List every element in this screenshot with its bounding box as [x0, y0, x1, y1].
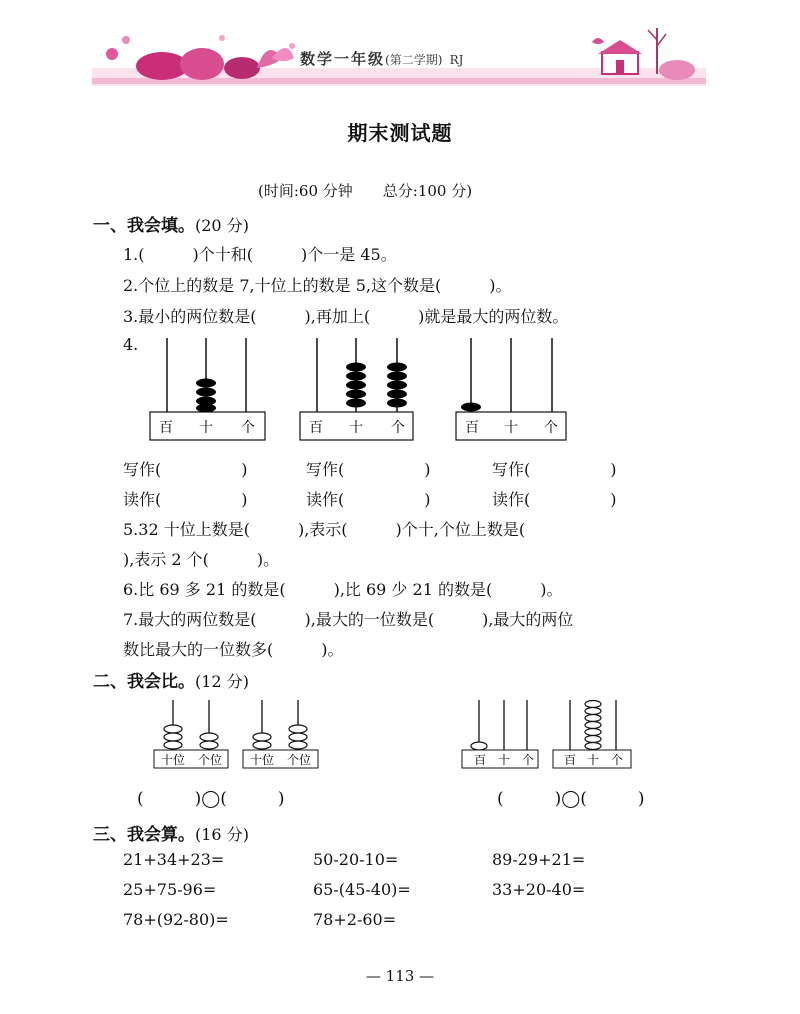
label-hundreds: 百: [473, 753, 487, 767]
calc-item: 78+(92-80)=: [123, 910, 229, 929]
question-6: 6.比 69 多 21 的数是( ),比 69 少 21 的数是( )。: [123, 580, 563, 599]
label-ones: 个位: [197, 753, 223, 767]
abacus-1-label-tens: 十: [199, 420, 213, 436]
calc-item: 50-20-10=: [313, 850, 399, 869]
exam-meta: (时间:60 分钟 总分:100 分): [258, 182, 473, 200]
section1-title: 一、我会填。: [93, 216, 195, 236]
question-5-line1: 5.32 十位上数是( ),表示( )个十,个位上数是(: [123, 520, 526, 539]
label-hundreds: 百: [563, 753, 577, 767]
section2-abaci: [150, 696, 650, 770]
abacus-compare-left-b: [243, 700, 318, 768]
write-blank-2[interactable]: 写作( ): [306, 460, 431, 479]
calc-item: 33+20-40=: [492, 880, 586, 899]
section1-points: (20 分): [195, 216, 249, 235]
header-title: [300, 48, 463, 69]
label-tens: 十位: [160, 753, 186, 767]
question-7-line1: 7.最大的两位数是( ),最大的一位数是( ),最大的两位: [123, 610, 574, 629]
abacus-3: [456, 338, 566, 440]
calc-item: 78+2-60=: [313, 910, 397, 929]
abacus-2-label-tens: 十: [349, 420, 363, 436]
calc-item: 89-29+21=: [492, 850, 586, 869]
abacus-1-label-ones: 个: [241, 420, 255, 436]
abacus-2-label-ones: 个: [391, 420, 405, 436]
section3-title: 三、我会算。: [93, 825, 195, 845]
compare-blank-right[interactable]: ( )◯( ): [497, 789, 645, 809]
bird-icon: [592, 38, 604, 44]
section3-points: (16 分): [195, 825, 249, 844]
abacus-compare-right-b: [553, 700, 631, 768]
question-3: 3.最小的两位数是( ),再加上( )就是最大的两位数。: [123, 307, 569, 326]
flower-icon: [106, 48, 118, 60]
book-title: 数学一年级: [300, 50, 386, 68]
section3-heading: [93, 820, 249, 845]
abacus-3-label-hundreds: 百: [465, 420, 479, 436]
question-4-label: 4.: [123, 335, 139, 354]
section1-heading: [93, 211, 249, 236]
question-5-line2: ),表示 2 个( )。: [123, 550, 280, 569]
abacus-2: [300, 338, 413, 440]
calc-item: 65-(45-40)=: [313, 880, 411, 899]
calc-item: 25+75-96=: [123, 880, 217, 899]
calc-item: 21+34+23=: [123, 850, 225, 869]
write-blank-3[interactable]: 写作( ): [492, 460, 617, 479]
read-blank-2[interactable]: 读作( ): [306, 490, 431, 509]
abacus-1-label-hundreds: 百: [159, 420, 173, 436]
page-title: 期末测试题: [347, 121, 453, 145]
question-7-line2: 数比最大的一位数多( )。: [123, 640, 344, 659]
term-label: (第二学期): [385, 53, 443, 67]
compare-blank-left[interactable]: ( )◯( ): [137, 789, 285, 809]
abacus-compare-right-a: [462, 700, 538, 768]
read-blank-1[interactable]: 读作( ): [123, 490, 248, 509]
label-tens: 十: [497, 753, 511, 767]
question-1: 1.( )个十和( )个一是 45。: [123, 245, 397, 264]
abacus-3-label-tens: 十: [504, 420, 518, 436]
q4-abaci: [140, 338, 580, 444]
section2-title: 二、我会比。: [93, 672, 195, 692]
read-blank-3[interactable]: 读作( ): [492, 490, 617, 509]
abacus-2-label-hundreds: 百: [309, 420, 323, 436]
label-ones: 个: [610, 753, 624, 767]
abacus-compare-left-a: [154, 700, 228, 768]
page-number: — 113 —: [365, 967, 435, 985]
section2-points: (12 分): [195, 672, 249, 691]
abacus-3-label-ones: 个: [544, 420, 558, 436]
edition-label: RJ: [449, 53, 464, 67]
question-2: 2.个位上的数是 7,十位上的数是 5,这个数是( )。: [123, 276, 512, 295]
label-tens: 十: [586, 753, 600, 767]
label-ones: 个位: [286, 753, 312, 767]
label-tens: 十位: [249, 753, 275, 767]
section2-heading: [93, 667, 249, 692]
label-ones: 个: [521, 753, 535, 767]
write-blank-1[interactable]: 写作( ): [123, 460, 248, 479]
abacus-1: [150, 338, 265, 440]
